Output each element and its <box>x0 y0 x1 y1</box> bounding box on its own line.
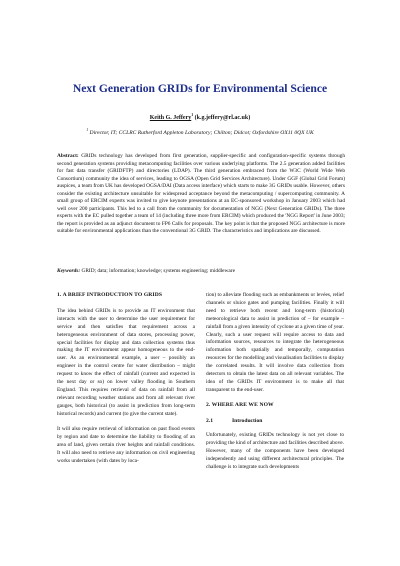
right-column <box>206 292 344 479</box>
keywords-label: Keywords: <box>57 268 81 274</box>
author-email: (k.g.jeffery@rl.ac.uk) <box>193 115 251 121</box>
paper-title: Next Generation GRIDs for Environmental Science <box>72 82 328 95</box>
section-2-1-heading <box>206 418 344 426</box>
abstract <box>57 153 345 236</box>
affiliation-text: Director, IT; CCLRC Rutherford Appleton Laboratory; Chilton; Didcot; Oxfordshire OX11 0QX UK <box>88 129 314 136</box>
section-2-1-number: 2.1 <box>206 418 213 425</box>
author-name: Keith G. Jeffery <box>149 115 192 121</box>
section-2-heading: 2. WHERE ARE WE NOW <box>206 402 274 409</box>
author-line <box>0 113 400 121</box>
author-superscript: 1 <box>191 113 194 117</box>
keywords <box>57 268 345 276</box>
affiliation-superscript: 1 <box>86 128 89 132</box>
abstract-text: GRIDs technology has developed from first generation, supplier-specific and configuration-specific systems through second generation systems providing metacomputing facilities over various underlying platforms. The 2.5 generation added facilities for fast data transfer (GRIDFTP) and directories (LDAP). The third generation embraced from the W3C (World Wide Web Consortium) community the idea of services, leading to OGSA (Open Grid Services Architecture). Under GGF (Global Grid Forum) auspices, a team from UK has developed OGSA/DAI (Data access interface) which starts to make 3G GRIDs usable. However, others consider the existing architecture unsuitable for widespread acceptance beyond the metacomputing / supercomputing community. A small group of ERCIM experts was invited to give keynote presentations at an EC-sponsored workshop in January 2003 which had well over 200 participants. This led to a call from the community for documentation of NGG (Next Generation GRIDs). The three experts with the EC pulled together a team of 14 (including three more from ERCIM) which produced the 'NGG Report' in June 2003; the report is provided as an adjunct document to FP6 Calls for proposals. The key point is that the proposed NGG architecture is more suitable for environmental applications than the conventional 3G GRID. The characteristics and implications are discussed. <box>57 153 345 235</box>
section-1-paragraph-2: It will also require retrieval of information on past flood events by region and date to determine the liability to flooding of an area of land, given certain river heights and rainfall conditions. It will also need to retrieve any information on civil engineering works undertaken (with dates by loca- <box>57 426 195 464</box>
abstract-label: Abstract: <box>57 153 79 159</box>
left-column <box>57 292 195 473</box>
section-1-heading: 1. A BRIEF INTRODUCTION TO GRIDS <box>57 292 163 298</box>
affiliation <box>0 128 400 136</box>
section-1-paragraph-3: tion) to alleviate flooding such as embankments or levées, relief channels or sluice gates and pumping facilities. Finally it will need to retrieve both recent and long-term (historical) meteorological data to assist in prediction of – for example – rainfall from a given intensity of cyclone at a given time of year. Clearly, such a user request will require access to data and information sources, resources to integrate the heterogeneous information both spatially and temporally, computation resources for the modelling and visualisation facilities to display the correlated results. It will involve data collection from detectors to obtain the latest data on all relevant variables. The idea of the GRIDs IT environment is to make all that transparent to the end-user. <box>206 292 345 393</box>
section-2-1-title: Introduction <box>232 418 263 425</box>
keywords-text: GRID; data; information; knowledge; systems engineering; middleware <box>80 268 235 274</box>
section-2-1-paragraph-1: Unfortunately, existing GRIDs technology is not yet close to providing the kind of architecture and facilities described above. However, many of the components have been developed independently and using different architectural principles. The challenge is to integrate such developments <box>206 432 344 470</box>
section-1-paragraph-1: The idea behind GRIDs is to provide an IT environment that interacts with the user to determine the user requirement for service and then satisfies that requirement across a heterogeneous environment of data stores, processing power, special facilities for display and data collection systems thus making the IT environment appear homogeneous to the end-user. As an environmental example, a user – possibly an engineer in the control centre for water distribution – might request to know the effect of rainfall (current and expected in the next day or so) on lower valley flooding in Southern England. This requires retrieval of data on rainfall from all relevant recording weather stations and from all relevant river gauges, both historical (to assist in prediction from long-term historical records) and current (to give the current state). <box>57 307 195 417</box>
